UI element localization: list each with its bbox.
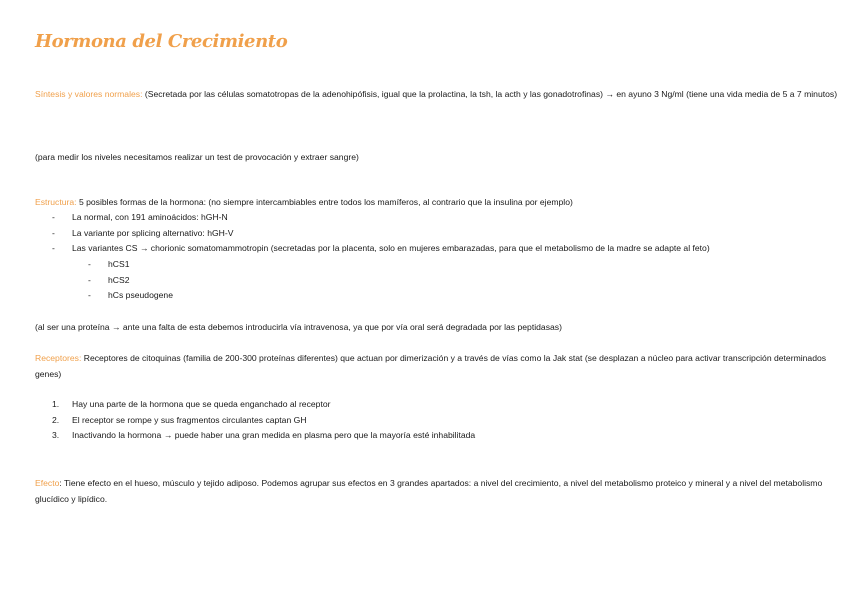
list-text: El receptor se rompe y sus fragmentos circulantes captan GH — [72, 414, 307, 425]
efecto-label: Efecto — [35, 478, 60, 488]
estructura-paragraph — [35, 194, 842, 210]
list-item: - Las variantes CS → chorionic somatomammotropin (secretadas por la placenta, solo en mujeres embarazadas, para que el metabolismo de la madre se adapte al feto) — [52, 241, 710, 257]
efecto-paragraph — [35, 475, 842, 507]
list-item: - hCS1 — [88, 257, 173, 273]
efecto-text: : Tiene efecto en el hueso, músculo y tejido adiposo. Podemos agrupar sus efectos en 3 grandes apartados: a nivel del crecimiento, a nivel del metabolismo proteico y mineral y a nivel del metabolismo glucídico y lipídico. — [35, 478, 823, 504]
list-text: Inactivando la hormona → puede haber una gran medida en plasma pero que la mayoría esté inhabilitada — [72, 430, 476, 440]
list-number: 1. — [52, 399, 60, 409]
list-item — [52, 428, 475, 444]
list-item: - La variante por splicing alternativo: hGH-V — [52, 226, 710, 242]
receptores-list — [52, 397, 475, 444]
sintesis-label: Síntesis y valores normales: — [35, 89, 143, 99]
nota-medicion: (para medir los niveles necesitamos realizar un test de provocación y extraer sangre) — [35, 152, 359, 162]
estructura-list — [52, 210, 710, 257]
sintesis-paragraph — [35, 86, 842, 102]
list-item — [52, 413, 475, 429]
nota-proteina: (al ser una proteína → ante una falta de esta debemos introducirla vía intravenosa, ya que por vía oral será degradada por las peptidasas) — [35, 322, 562, 332]
page-title: Hormona del Crecimiento — [35, 31, 288, 52]
list-item: - hCS2 — [88, 273, 173, 289]
list-item — [52, 397, 475, 413]
list-text: Hay una parte de la hormona que se queda enganchado al receptor — [72, 399, 331, 409]
list-number: 3. — [52, 430, 60, 440]
estructura-sublist — [88, 257, 173, 304]
receptores-paragraph — [35, 350, 842, 382]
receptores-label: Receptores: — [35, 353, 82, 363]
receptores-text: Receptores de citoquinas (familia de 200-300 proteínas diferentes) que actuan por dimerización y a través de vías como la Jak stat (se desplazan a núcleo para activar transcripción determinados genes) — [35, 353, 827, 379]
sintesis-text: (Secretada por las células somatotropas de la adenohipófisis, igual que la prolactina, la tsh, la acth y las gonadotrofinas) → en ayuno 3 Ng/ml (tiene una vida media de 5 a 7 minutos) — [142, 89, 838, 99]
list-item: - La normal, con 191 aminoácidos: hGH-N — [52, 210, 710, 226]
estructura-text: 5 posibles formas de la hormona: (no siempre intercambiables entre todos los mamíferos, al contrario que la insulina por ejemplo) — [76, 197, 573, 207]
list-item: - hCs pseudogene — [88, 288, 173, 304]
list-number: 2. — [52, 414, 60, 425]
estructura-label: Estructura: — [35, 197, 77, 207]
